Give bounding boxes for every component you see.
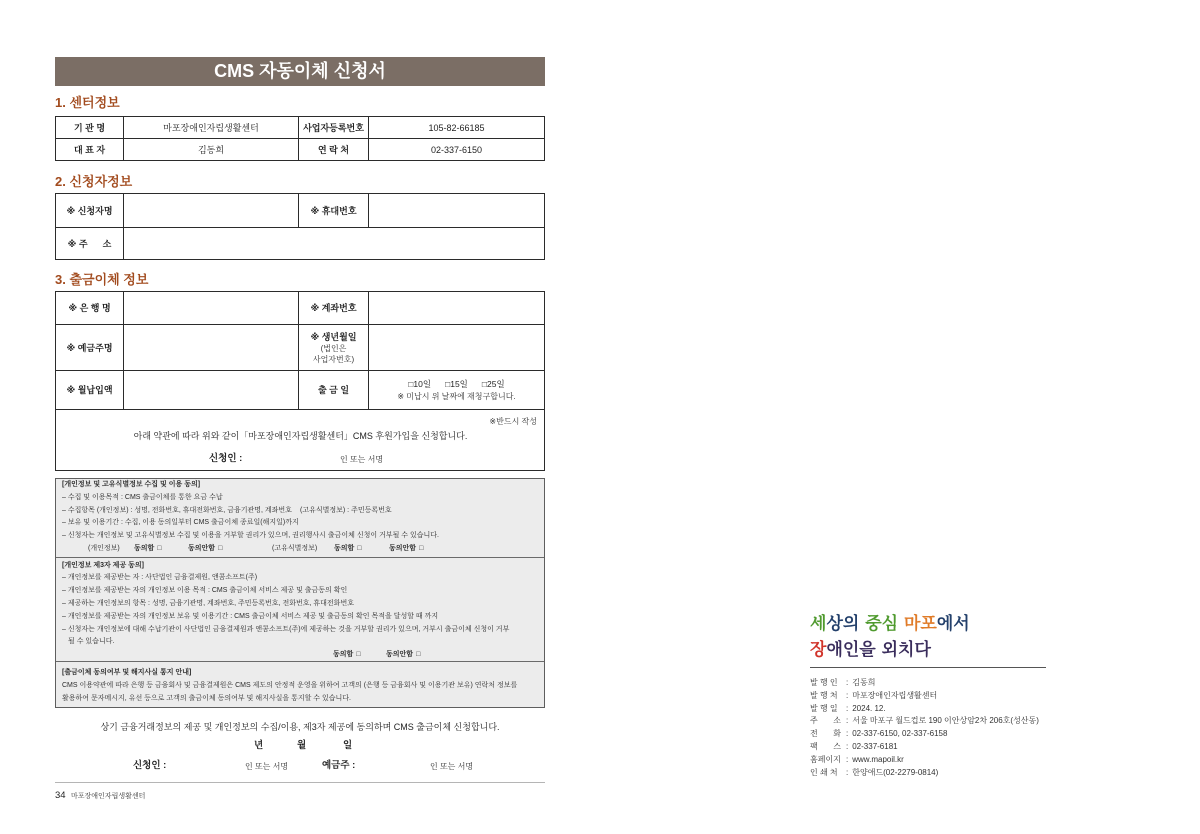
colophon-value: 김동희	[852, 678, 876, 687]
colophon-label: 발 행 처	[810, 690, 838, 700]
consent-third-party-recipient: – 개인정보를 제공받는 자 : 사단법인 금융결제원, 앤콤소프트(주)	[62, 574, 258, 582]
colophon-line-printer	[810, 767, 1070, 780]
date-option-25-checkbox: □25일	[481, 379, 505, 389]
consent-notice-title: [출금이체 동의여부 및 해지사실 통지 안내]	[62, 668, 192, 676]
agree-label: 동의함	[134, 544, 155, 552]
agree-label: 동의함	[334, 544, 355, 552]
org-name-label: 기 관 명	[56, 117, 124, 139]
consent-third-party-retention: – 개인정보를 제공받는 자의 개인정보 보유 및 이용기간 : CMS 출금이체 서비스 제공 및 출금동의 확인 목적을 달성할 때 까지	[62, 612, 439, 620]
consent-third-party-section	[56, 558, 544, 662]
consent-collection-section	[56, 479, 544, 558]
mobile-number-field	[369, 194, 545, 228]
section-heading-withdrawal-info: 3. 출금이체 정보	[55, 272, 149, 287]
address-field	[124, 228, 545, 260]
consent-third-party-title: [개인정보 제3자 제공 동의]	[62, 561, 145, 569]
checkbox-icon: □	[419, 544, 424, 552]
colophon-separator: :	[846, 690, 849, 700]
slogan-line1	[810, 613, 970, 635]
date-month-label: 월	[297, 740, 307, 751]
account-number-field	[369, 292, 545, 325]
slogan-segment: 에서	[936, 614, 970, 634]
third-party-disagree-checkbox	[386, 649, 420, 662]
birth-date-note-line2: 사업자번호)	[312, 354, 355, 364]
disagree-label: 동의안함	[188, 544, 216, 552]
closing-holder-signature-hint: 인 또는 서명	[430, 762, 474, 771]
footer-divider	[55, 782, 545, 783]
checkbox-icon: □	[218, 544, 223, 552]
consent-third-party-purpose: – 개인정보를 제공받는 자의 개인정보 이용 목적 : CMS 출금이체 서비스 제공 및 출금동의 확인	[62, 587, 348, 595]
monthly-amount-label: ※ 월납입액	[56, 371, 124, 410]
colophon-line-date	[810, 703, 1070, 716]
colophon-value: 02-337-6181	[852, 741, 898, 751]
slogan-segment: 마포	[903, 614, 937, 634]
agreement-text: 아래 약관에 따라 위와 같이「마포장애인자립생활센터」CMS 후원가입을 신청합니다.	[133, 431, 468, 441]
colophon-separator: :	[846, 741, 849, 751]
colophon-label: 팩 스	[810, 741, 842, 751]
consent-collection-refusal: – 신청자는 개인정보 및 고유식별정보 수집 및 이용을 거부할 권리가 있으며, 권리행사시 출금이체 신청이 거부될 수 있습니다.	[62, 532, 439, 540]
colophon-line-publisher	[810, 677, 1070, 690]
contact-value: 02-337-6150	[369, 139, 545, 161]
date-option-15-checkbox: □15일	[445, 379, 468, 389]
consent-box	[55, 478, 545, 708]
withdrawal-date-options	[408, 378, 504, 391]
colophon-value: 한양애드(02-2279-0814)	[852, 767, 939, 777]
closing-statement: 상기 금융거래정보의 제공 및 개인정보의 수집/이용, 제3자 제공에 동의하며 CMS 출금이체 신청합니다.	[100, 722, 500, 732]
unique-id-label: (고유식별정보)	[272, 544, 318, 552]
birth-date-label-cell	[299, 325, 369, 371]
birth-date-field	[369, 325, 545, 371]
consent-collection-choice-row	[56, 543, 544, 556]
colophon	[810, 677, 1070, 779]
colophon-value: www.mapoil.kr	[852, 754, 904, 764]
consent-notice-line2: 활용하여 문자메시지, 유선 등으로 고객의 출금이체 동의여부 및 해지사실을 통지할 수 있습니다.	[62, 694, 351, 702]
signature-hint: 인 또는 서명	[340, 455, 384, 464]
slogan-segment: 애인을 외치다	[826, 640, 931, 660]
applicant-signature-label: 신청인 :	[209, 453, 243, 464]
slogan-segment: 장	[810, 640, 827, 660]
colophon-line-fax	[810, 741, 1070, 754]
closing-applicant-signature-hint: 인 또는 서명	[245, 762, 289, 771]
consent-third-party-choice-row	[56, 649, 544, 662]
colophon-separator: :	[846, 754, 849, 764]
date-day-label: 일	[343, 740, 353, 751]
colophon-line-address	[810, 715, 1070, 728]
representative-value: 김동희	[124, 139, 299, 161]
monthly-amount-field	[124, 371, 299, 410]
consent-notice-section	[56, 662, 544, 707]
consent-collection-items-unique: (고유식별정보) : 주민등록번호	[300, 506, 392, 514]
account-holder-label: ※ 예금주명	[56, 325, 124, 371]
closing-applicant-label: 신청인 :	[133, 760, 167, 771]
agree-label: 동의함	[333, 651, 354, 659]
colophon-label: 발 행 인	[810, 678, 838, 687]
consent-third-party-refusal-line2: 될 수 있습니다.	[68, 638, 115, 646]
unique-id-agree-checkbox	[334, 543, 362, 556]
consent-collection-items-personal: – 수집항목 (개인정보) : 성명, 전화번호, 휴대전화번호, 금융기관명, 계좌번호	[62, 506, 292, 514]
slogan-line2	[810, 639, 931, 661]
section-heading-applicant-info: 2. 신청자정보	[55, 174, 133, 189]
address-label: ※ 주 소	[56, 228, 124, 260]
representative-label: 대 표 자	[56, 139, 124, 161]
slogan-segment: 세	[810, 614, 827, 634]
checkbox-icon: □	[157, 544, 162, 552]
contact-label: 연 락 처	[299, 139, 369, 161]
colophon-label: 주 소	[810, 716, 842, 726]
withdrawal-info-table	[55, 291, 545, 471]
bank-name-field	[124, 292, 299, 325]
colophon-label: 전 화	[810, 729, 842, 739]
checkbox-icon: □	[416, 651, 421, 659]
withdrawal-date-label: 출 금 일	[299, 371, 369, 410]
consent-third-party-refusal-line1: – 신청자는 개인정보에 대해 수납기관이 사단법인 금융결제원과 앤콤소프트(주)에 제공하는 것을 거부할 권리가 있으며, 거부시 출금이체 신청이 거부	[62, 625, 510, 633]
slogan-segment: 상의	[826, 614, 866, 634]
account-holder-field	[124, 325, 299, 371]
consent-collection-retention: – 보유 및 이용기간 : 수집, 이용 동의일부터 CMS 출금이체 종료일(해지일)까지	[62, 519, 299, 527]
birth-date-note-line1: (법인은	[320, 343, 347, 353]
closing-holder-label: 예금주 :	[322, 760, 356, 771]
withdrawal-date-options-cell	[369, 371, 545, 410]
mobile-number-label: ※ 휴대번호	[299, 194, 369, 228]
colophon-line-homepage	[810, 754, 1070, 767]
colophon-separator: :	[846, 678, 849, 687]
business-number-label: 사업자등록번호	[299, 117, 369, 139]
checkbox-icon: □	[356, 651, 361, 659]
applicant-name-label: ※ 신청자명	[56, 194, 124, 228]
third-party-agree-checkbox	[333, 649, 361, 662]
account-number-label: ※ 계좌번호	[299, 292, 369, 325]
colophon-label: 인 쇄 처	[810, 767, 838, 777]
colophon-label: 발 행 일	[810, 703, 838, 713]
checkbox-icon: □	[357, 544, 362, 552]
org-name-value: 마포장애인자립생활센터	[124, 117, 299, 139]
colophon-value: 02-337-6150, 02-337-6158	[852, 729, 948, 739]
date-option-10-checkbox: □10일	[408, 379, 432, 389]
colophon-value: 마포장애인자립생활센터	[852, 690, 938, 700]
disagree-label: 동의안함	[386, 651, 414, 659]
birth-date-label: ※ 생년월일	[310, 331, 357, 342]
colophon-value: 2024. 12.	[852, 703, 886, 713]
colophon-line-phone	[810, 728, 1070, 741]
consent-collection-title: [개인정보 및 고유식별정보 수집 및 이용 동의]	[62, 481, 201, 488]
personal-info-agree-checkbox	[134, 543, 162, 556]
consent-notice-line1: CMS 이용약관에 따라 은행 등 금융회사 및 금융결제원은 CMS 제도의 안정적 운영을 위하여 고객의 (은행 등 금융회사 및 이용기관 보유) 연락처 정보를	[62, 681, 518, 689]
slogan-segment: 중심	[865, 614, 904, 634]
form-title: CMS 자동이체 신청서	[55, 57, 545, 86]
applicant-name-field	[124, 194, 299, 228]
business-number-value: 105-82-66185	[369, 117, 545, 139]
colophon-line-issuer	[810, 690, 1070, 703]
rebilling-note: ※ 미납시 위 날짜에 재청구합니다.	[397, 392, 516, 401]
consent-third-party-items: – 제공하는 개인정보의 항목 : 성명, 금융기관명, 계좌번호, 주민등록번호, 전화번호, 휴대전화번호	[62, 599, 354, 607]
colophon-separator: :	[846, 729, 849, 739]
colophon-value: 서울 마포구 월드컵로 190 이안상암2차 206호(성산동)	[852, 716, 1039, 726]
footer-publisher: 마포장애인자립생활센터	[71, 793, 146, 800]
center-info-table	[55, 116, 545, 161]
colophon-divider	[810, 667, 1046, 668]
disagree-label: 동의안함	[389, 544, 417, 552]
colophon-separator: :	[846, 716, 849, 726]
colophon-separator: :	[846, 767, 849, 777]
consent-collection-purpose: – 수집 및 이용목적 : CMS 출금이체를 통한 요금 수납	[62, 493, 223, 501]
page-number: 34	[55, 790, 66, 801]
date-year-label: 년	[254, 740, 264, 751]
bank-name-label: ※ 은 행 명	[56, 292, 124, 325]
unique-id-disagree-checkbox	[389, 543, 423, 556]
colophon-label: 홈페이지	[810, 754, 841, 764]
colophon-separator: :	[846, 703, 849, 713]
required-note: ※반드시 작성	[489, 417, 537, 426]
consent-collection-items	[56, 505, 544, 518]
agreement-cell	[56, 410, 545, 471]
personal-info-disagree-checkbox	[188, 543, 222, 556]
applicant-info-table	[55, 193, 545, 260]
section-heading-center-info: 1. 센터정보	[55, 95, 120, 110]
personal-info-label: (개인정보)	[88, 544, 120, 552]
